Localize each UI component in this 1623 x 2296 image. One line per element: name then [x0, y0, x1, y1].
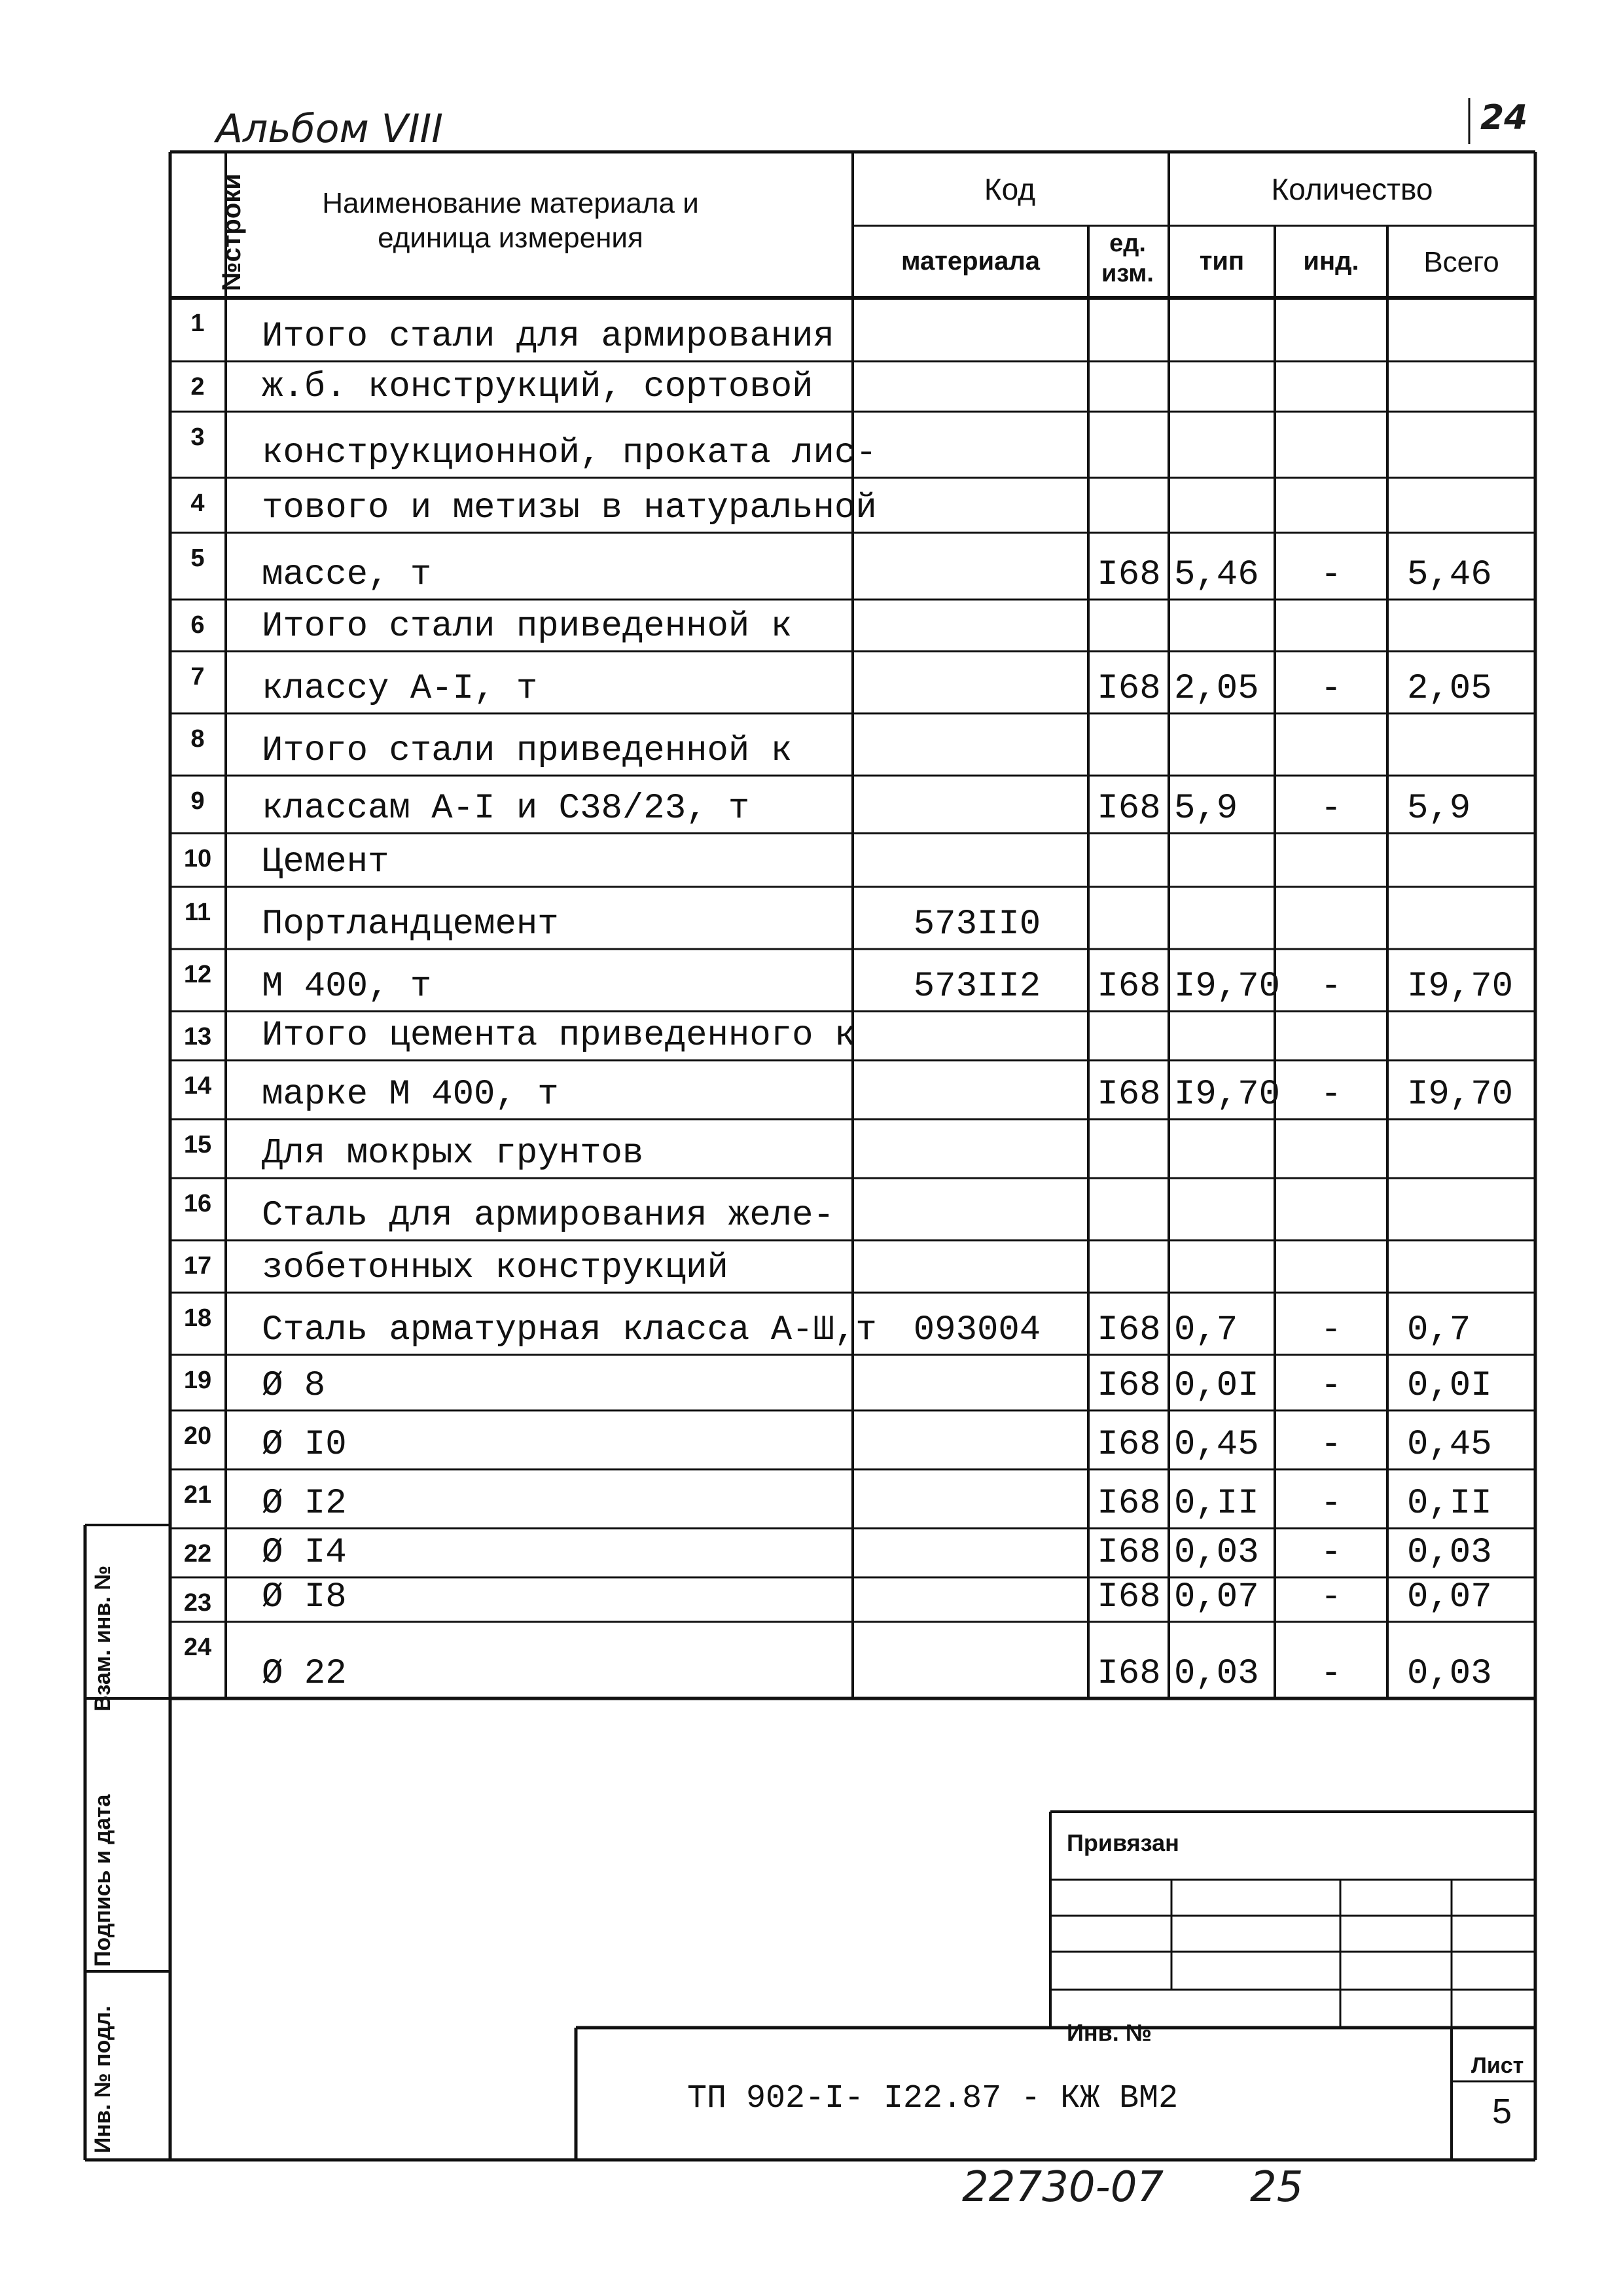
stamp-list-number: 5: [1492, 2092, 1512, 2131]
row-number: 7: [190, 663, 205, 691]
row-number: 3: [190, 423, 205, 451]
row-number: 21: [183, 1481, 212, 1509]
qty-type: 0,07: [1174, 1577, 1259, 1617]
unit-code: I68: [1097, 555, 1161, 595]
material-name: тового и метизы в натуральной: [262, 488, 877, 528]
qty-total: 0,0I: [1407, 1366, 1492, 1406]
row-number: 13: [183, 1023, 212, 1050]
material-name: Ø I0: [262, 1425, 347, 1465]
qty-ind: -: [1320, 1366, 1342, 1406]
row-number: 1: [190, 310, 205, 337]
material-name: Ø I8: [262, 1577, 347, 1617]
unit-code: I68: [1097, 1425, 1161, 1465]
material-code: 093004: [913, 1310, 1041, 1350]
qty-type: I9,70: [1174, 967, 1281, 1007]
row-number: 12: [183, 961, 212, 988]
row-number: 19: [183, 1367, 212, 1394]
unit-code: I68: [1097, 1484, 1161, 1524]
material-code: 573II0: [913, 905, 1041, 944]
row-number: 18: [183, 1304, 212, 1332]
footer-page-number: 25: [1250, 2163, 1304, 2212]
material-name: Ø I2: [262, 1484, 347, 1524]
qty-ind: -: [1320, 1484, 1342, 1524]
qty-type: 0,II: [1174, 1484, 1259, 1524]
material-name: ж.б. конструкций, сортовой: [262, 367, 813, 407]
row-number: 6: [190, 611, 205, 639]
qty-total: 0,03: [1407, 1654, 1492, 1694]
footer-archive-number: 22730-07: [962, 2163, 1164, 2212]
unit-code: I68: [1097, 1654, 1161, 1694]
qty-ind: -: [1320, 789, 1342, 829]
material-name: Сталь для армирования желе-: [262, 1196, 834, 1236]
material-name: классам А-I и С38/23, т: [262, 789, 750, 829]
row-number: 5: [190, 545, 205, 572]
header-qty-type: тип: [1199, 247, 1245, 276]
handwritten-page-number: 24: [1480, 98, 1528, 137]
header-code-material: материала: [901, 247, 1041, 276]
material-name: Итого стали для армирования: [262, 317, 834, 357]
qty-total: 5,9: [1407, 789, 1471, 829]
side-label-inv-podl: Инв. № подл.: [90, 2005, 115, 2153]
row-number: 2: [190, 373, 205, 401]
qty-type: 0,7: [1174, 1310, 1238, 1350]
material-name: классу А-I, т: [262, 669, 538, 709]
qty-ind: -: [1320, 1577, 1342, 1617]
row-number: 14: [183, 1072, 212, 1100]
qty-ind: -: [1320, 1310, 1342, 1350]
row-number: 10: [183, 845, 212, 872]
qty-type: 0,03: [1174, 1654, 1259, 1694]
row-number: 11: [184, 899, 211, 926]
qty-total: I9,70: [1407, 967, 1514, 1007]
material-name: Ø 22: [262, 1654, 347, 1694]
material-name: зобетонных конструкций: [262, 1248, 728, 1288]
header-qty-total: Всего: [1423, 246, 1499, 278]
qty-ind: -: [1320, 555, 1342, 595]
qty-type: 5,9: [1174, 789, 1238, 829]
material-name: конструкционной, проката лис-: [262, 433, 877, 473]
qty-type: 0,03: [1174, 1533, 1259, 1573]
qty-ind: -: [1320, 967, 1342, 1007]
header-code-group: Код: [984, 172, 1036, 206]
material-name: Итого цемента приведенного к: [262, 1016, 856, 1056]
unit-code: I68: [1097, 1533, 1161, 1573]
header-quantity-group: Количество: [1271, 172, 1433, 206]
qty-ind: -: [1320, 1075, 1342, 1115]
side-label-podpis: Подпись и дата: [90, 1794, 115, 1967]
qty-total: 5,46: [1407, 555, 1492, 595]
album-label: Альбом VIII: [216, 106, 443, 152]
header-name-column: Наименование материала и единица измерения: [322, 187, 699, 254]
unit-code: I68: [1097, 669, 1161, 709]
qty-ind: -: [1320, 1654, 1342, 1694]
qty-ind: -: [1320, 1533, 1342, 1573]
stamp-document-code: ТП 902-I- I22.87 - КЖ ВМ2: [687, 2080, 1179, 2117]
material-name: Для мокрых грунтов: [262, 1134, 644, 1174]
header-qty-ind: инд.: [1303, 247, 1359, 276]
qty-type: 5,46: [1174, 555, 1259, 595]
qty-total: 2,05: [1407, 669, 1492, 709]
unit-code: I68: [1097, 1310, 1161, 1350]
qty-total: 0,II: [1407, 1484, 1492, 1524]
row-number: 24: [183, 1634, 212, 1661]
row-number: 16: [183, 1190, 212, 1217]
stamp-privyazan: Привязан: [1067, 1829, 1179, 1856]
material-name: Цемент: [262, 842, 389, 882]
row-number: 4: [190, 490, 205, 517]
qty-type: I9,70: [1174, 1075, 1281, 1115]
material-name: марке М 400, т: [262, 1075, 559, 1115]
qty-total: 0,7: [1407, 1310, 1471, 1350]
side-label-vzam: Взам. инв. №: [90, 1565, 115, 1712]
header-unit: ед. изм.: [1101, 230, 1154, 287]
header-row-number: №строки: [217, 173, 246, 291]
material-name: массе, т: [262, 555, 432, 595]
unit-code: I68: [1097, 789, 1161, 829]
qty-total: 0,03: [1407, 1533, 1492, 1573]
qty-total: 0,45: [1407, 1425, 1492, 1465]
row-number: 23: [183, 1589, 212, 1617]
row-number: 9: [190, 787, 205, 815]
unit-code: I68: [1097, 1577, 1161, 1617]
stamp-list-label: Лист: [1471, 2053, 1524, 2078]
material-name: Ø I4: [262, 1533, 347, 1573]
material-name: Сталь арматурная класса А-Ш,т: [262, 1310, 877, 1350]
material-name: Итого стали приведенной к: [262, 607, 793, 647]
qty-type: 0,45: [1174, 1425, 1259, 1465]
unit-code: I68: [1097, 1366, 1161, 1406]
row-number: 17: [183, 1252, 212, 1280]
stamp-inv-no: Инв. №: [1067, 2019, 1152, 2046]
material-name: Итого стали приведенной к: [262, 731, 793, 771]
unit-code: I68: [1097, 967, 1161, 1007]
material-name: М 400, т: [262, 967, 432, 1007]
qty-total: 0,07: [1407, 1577, 1492, 1617]
row-number: 8: [190, 725, 205, 753]
material-name: Портландцемент: [262, 905, 559, 944]
qty-type: 0,0I: [1174, 1366, 1259, 1406]
row-number: 20: [183, 1422, 212, 1450]
qty-ind: -: [1320, 669, 1342, 709]
material-name: Ø 8: [262, 1366, 326, 1406]
row-number: 22: [183, 1540, 212, 1568]
row-number: 15: [183, 1131, 212, 1158]
unit-code: I68: [1097, 1075, 1161, 1115]
qty-type: 2,05: [1174, 669, 1259, 709]
qty-ind: -: [1320, 1425, 1342, 1465]
qty-total: I9,70: [1407, 1075, 1514, 1115]
material-code: 573II2: [913, 967, 1041, 1007]
